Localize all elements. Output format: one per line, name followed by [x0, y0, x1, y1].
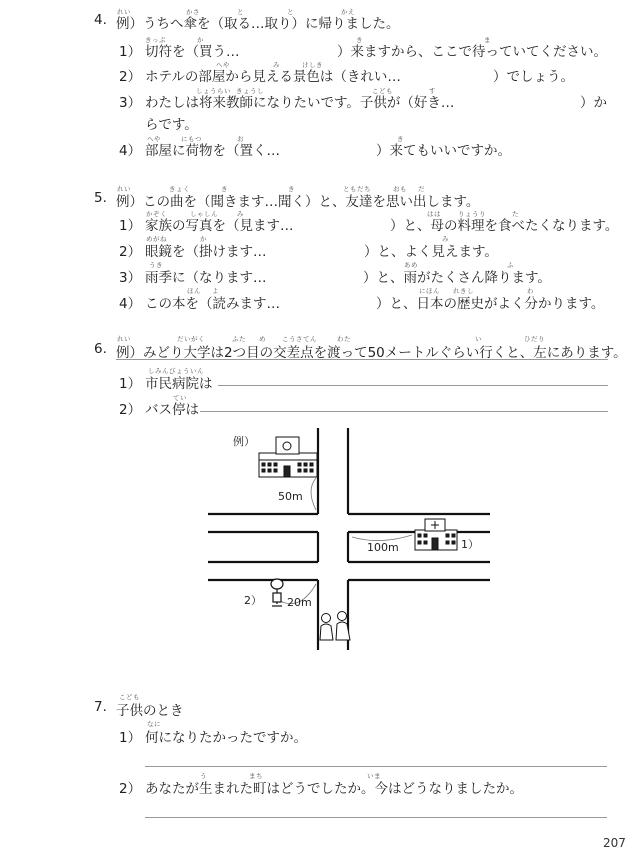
furigana: しゃしん	[190, 210, 218, 218]
furigana: れきし	[453, 287, 474, 295]
item-continuation: ）来ますから、ここで待っていてください。	[337, 44, 607, 60]
furigana: と	[237, 8, 244, 16]
section-number: 7.	[94, 699, 107, 715]
item-number: 4）	[119, 143, 142, 159]
furigana: へや	[147, 135, 161, 143]
item-prompt: バス停は	[145, 402, 199, 418]
distance-arc-50m	[311, 478, 316, 510]
furigana: ともだち	[343, 185, 371, 193]
university-building-icon	[259, 437, 317, 477]
furigana: か	[200, 235, 207, 243]
furigana: こども	[372, 87, 393, 95]
furigana: よ	[212, 287, 219, 295]
furigana: わ	[527, 287, 534, 295]
item-prompt: 家族の写真を（見ます…	[145, 218, 294, 234]
bus-stop-icon	[271, 579, 283, 606]
furigana: き	[288, 185, 295, 193]
item-prompt: ホテルの部屋から見える景色は（きれい…	[145, 69, 401, 85]
furigana: ひだり	[524, 335, 545, 343]
furigana: お	[237, 135, 244, 143]
item-number: 2）	[119, 781, 142, 797]
furigana: た	[512, 210, 519, 218]
furigana: てい	[173, 394, 187, 402]
furigana: こうさてん	[282, 335, 317, 343]
furigana: こども	[119, 693, 140, 701]
furigana: す	[429, 87, 436, 95]
furigana-rei: れい	[117, 8, 131, 16]
furigana: い	[475, 335, 482, 343]
furigana-rei: れい	[117, 185, 131, 193]
answer-line[interactable]	[145, 766, 607, 767]
section-number: 6.	[94, 341, 107, 357]
item-number: 2）	[119, 244, 142, 260]
furigana: あめ	[404, 261, 418, 269]
example-sentence: 例）この曲を（聞きます…聞く）と、友達を思い出します。	[116, 194, 480, 210]
item-continuation: ）と、母の料理を食べたくなります。	[390, 218, 619, 234]
furigana: いま	[367, 772, 381, 780]
hospital-building-icon	[415, 519, 457, 550]
furigana: にほん	[419, 287, 440, 295]
furigana: だいがく	[177, 335, 205, 343]
item-number: 3）	[119, 95, 142, 111]
item-prompt: 眼鏡を（掛けます…	[145, 244, 267, 260]
furigana: はは	[427, 210, 441, 218]
furigana: ほん	[187, 287, 201, 295]
section-number: 5.	[94, 190, 107, 206]
furigana: め	[259, 335, 266, 343]
furigana: けしき	[302, 61, 323, 69]
map-label-1: 1）	[461, 538, 479, 551]
item-prompt: 市民病院は	[145, 376, 213, 392]
item-number: 3）	[119, 270, 142, 286]
furigana: み	[273, 61, 280, 69]
item-question: 何になりたかったですか。	[145, 730, 307, 746]
item-number: 1）	[119, 730, 142, 746]
section-number: 4.	[94, 12, 107, 28]
item-continuation: らです。	[145, 117, 198, 133]
furigana: きょうし	[236, 87, 264, 95]
furigana: しみんびょういん	[148, 367, 204, 375]
item-question: あなたが生まれた町はどうでしたか。今はどうなりましたか。	[145, 781, 523, 797]
item-prompt: わたしは将来教師になりたいです。子供が（好き…	[145, 95, 455, 111]
answer-line[interactable]	[145, 817, 607, 818]
distance-label-100m: 100m	[367, 541, 399, 554]
furigana: うき	[149, 261, 163, 269]
section-title: 子供のとき	[116, 703, 184, 719]
item-number: 4）	[119, 296, 142, 312]
item-continuation: ）でしょう。	[493, 69, 574, 85]
furigana: き	[221, 185, 228, 193]
item-continuation: ）と、よく見えます。	[364, 244, 498, 260]
furigana: み	[442, 235, 449, 243]
furigana: き	[356, 36, 363, 44]
example-sentence: 例）みどり大学は2つ目の交差点を渡って50メートルぐらい行くと、左にあります。	[116, 345, 627, 361]
furigana: きっぷ	[145, 36, 166, 44]
item-continuation: ）と、日本の歴史がよく分かります。	[376, 296, 605, 312]
furigana: おも	[393, 185, 407, 193]
furigana: か	[197, 36, 204, 44]
item-continuation: ）と、雨がたくさん降ります。	[363, 270, 551, 286]
item-prompt: 切符を（買う…	[145, 44, 240, 60]
furigana: と	[287, 8, 294, 16]
furigana: しょうらい	[196, 87, 231, 95]
furigana: へや	[216, 61, 230, 69]
item-continuation: ）か	[580, 95, 607, 111]
item-number: 2）	[119, 69, 142, 85]
item-number: 1）	[119, 218, 142, 234]
item-continuation: ）来てもいいですか。	[376, 143, 511, 159]
furigana: まち	[249, 772, 263, 780]
furigana: かぞく	[146, 210, 167, 218]
item-number: 1）	[119, 44, 142, 60]
item-number: 2）	[119, 402, 142, 418]
furigana: わた	[337, 335, 351, 343]
furigana: かえ	[341, 8, 355, 16]
furigana: めがね	[146, 235, 167, 243]
furigana: だ	[418, 185, 425, 193]
page-number: 207	[603, 836, 626, 850]
furigana: ふた	[232, 335, 246, 343]
furigana: み	[237, 210, 244, 218]
furigana: う	[200, 772, 207, 780]
item-prompt: 雨季に（なります…	[145, 270, 267, 286]
item-prompt: 部屋に荷物を（置く…	[145, 143, 280, 159]
distance-arc-100m	[352, 535, 412, 541]
furigana: にもつ	[181, 135, 202, 143]
map-example-label: 例）	[233, 435, 255, 448]
item-number: 1）	[119, 376, 142, 392]
furigana: かさ	[186, 8, 200, 16]
furigana: き	[397, 135, 404, 143]
example-sentence: 例）うちへ傘を（取る…取り）に帰りました。	[116, 16, 400, 32]
furigana: きょく	[169, 185, 190, 193]
map-label-2: 2）	[244, 594, 262, 607]
furigana: りょうり	[458, 210, 486, 218]
furigana: ま	[484, 36, 491, 44]
furigana: なに	[147, 720, 161, 728]
item-prompt: この本を（読みます…	[145, 296, 280, 312]
furigana-rei: れい	[117, 335, 131, 343]
distance-label-20m: 20m	[287, 596, 312, 609]
furigana: ふ	[507, 261, 514, 269]
distance-label-50m: 50m	[278, 490, 303, 503]
people-icon	[320, 612, 350, 641]
